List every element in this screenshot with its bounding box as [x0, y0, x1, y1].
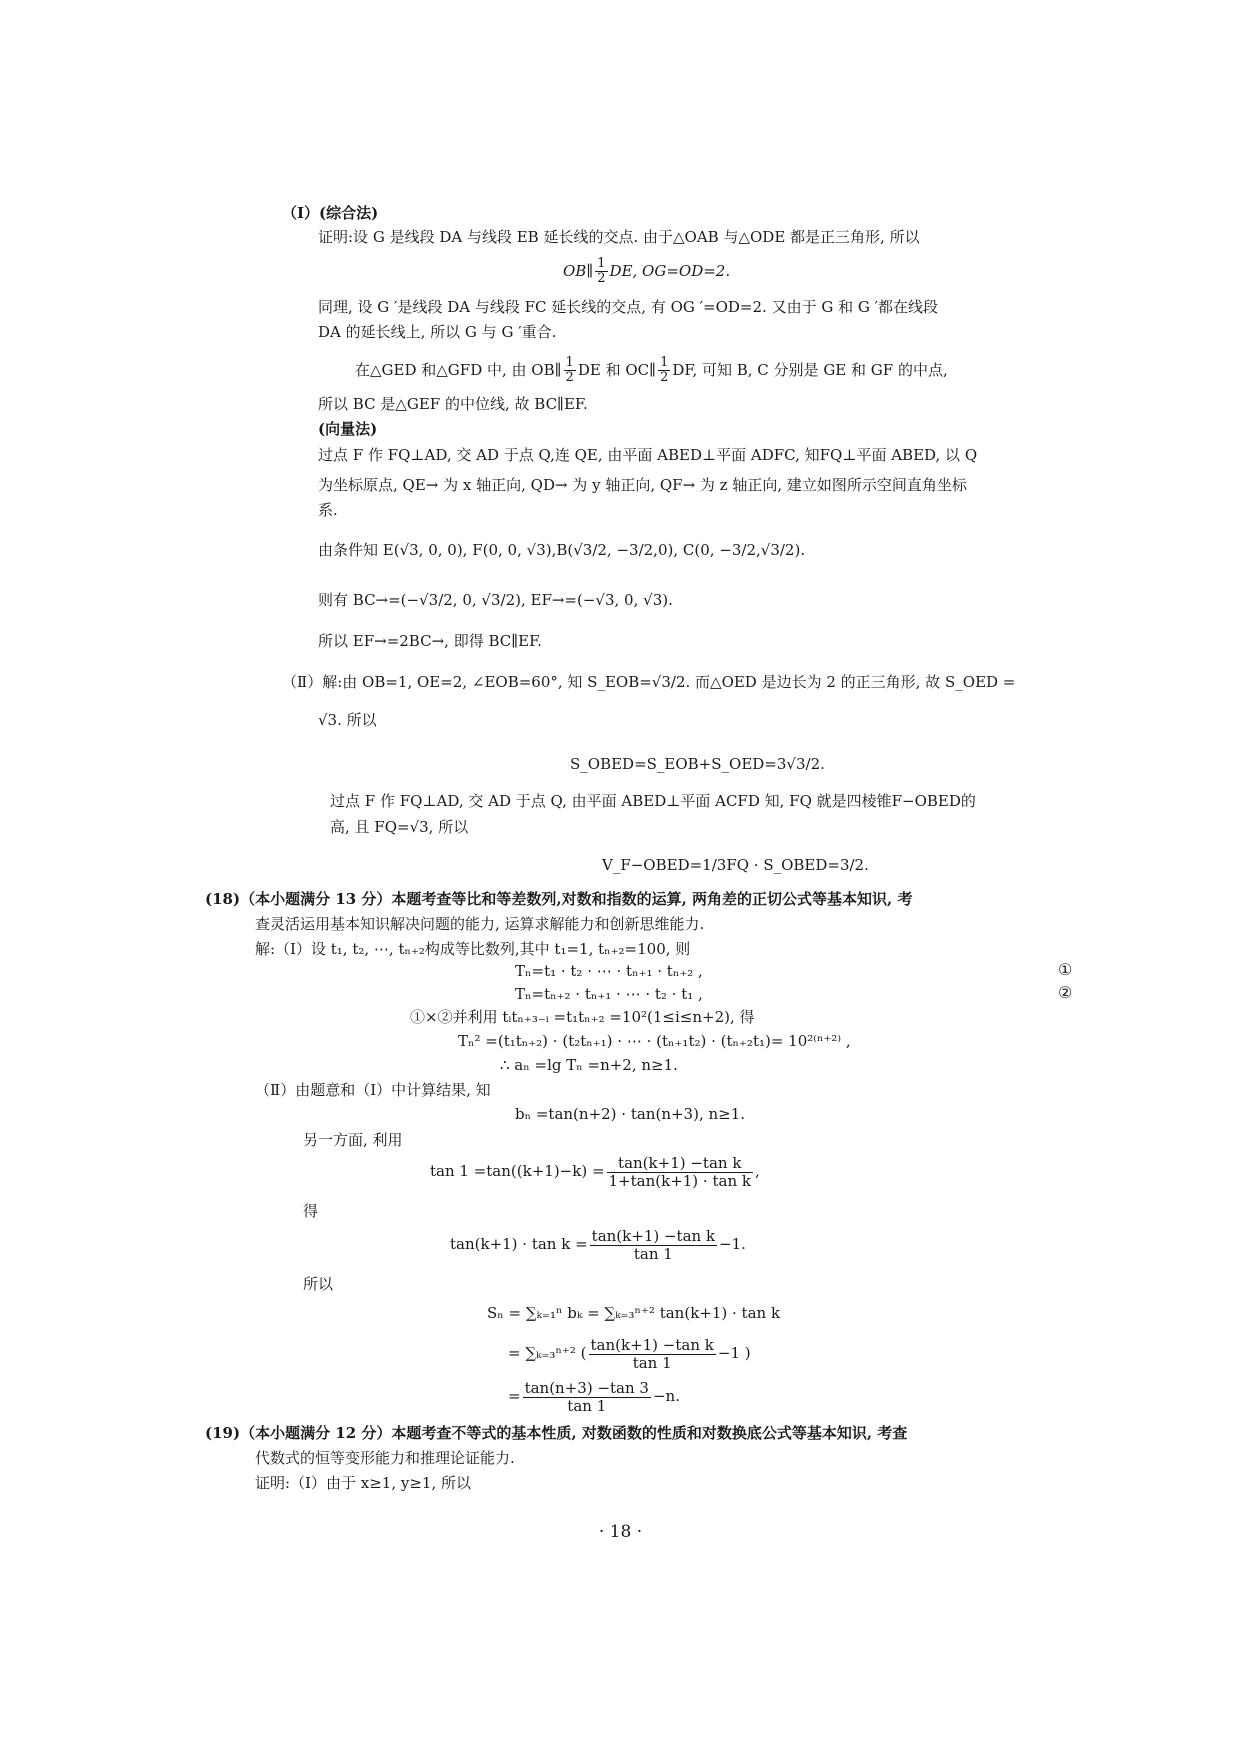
sum2-frac: [589, 1337, 716, 1371]
q18-suoyi: 所以: [303, 1275, 334, 1293]
q18-eq1: Tₙ=t₁ · t₂ · ⋯ · tₙ₊₁ · tₙ₊₂ ,: [515, 962, 703, 980]
circled-number-2: ②: [1058, 983, 1073, 1002]
vector-line5: 则有 BC→=(−√3/2, 0, √3/2), EF→=(−√3, 0, √3).: [318, 591, 673, 609]
part1-header: （Ⅰ）(综合法): [282, 204, 379, 222]
q18-sum-line2: [508, 1337, 751, 1371]
part1-line5: [355, 356, 948, 386]
vector-line4: 由条件知 E(√3, 0, 0), F(0, 0, √3),B(√3/2, −3/2,0), C(0, −3/2,√3/2).: [318, 541, 806, 559]
q18-eq2: Tₙ=tₙ₊₂ · tₙ₊₁ · ⋯ · t₂ · t₁ ,: [515, 985, 703, 1003]
tan-identity-num: tan(k+1) −tan k: [607, 1155, 753, 1173]
tan-identity-pre: tan 1 =tan((k+1)−k) =: [430, 1162, 605, 1180]
l5-frac2: [658, 356, 670, 386]
q18-line1: (18)（本小题满分 13 分）本题考查等比和等差数列,对数和指数的运算, 两角差的正切公式等基本知识, 考: [205, 890, 913, 908]
tan-product-pre: tan(k+1) · tan k =: [450, 1235, 588, 1253]
q18-de: 得: [303, 1202, 319, 1220]
l5-parallel2: ∥: [649, 360, 657, 379]
sum3-frac: [523, 1380, 651, 1414]
q18-line7: Tₙ² =(t₁tₙ₊₂) · (t₂tₙ₊₁) · ⋯ · (tₙ₊₁t₂) · (tₙ₊₂t₁)= 10²⁽ⁿ⁺²⁾ ,: [458, 1032, 851, 1050]
part1-line1: 证明:设 G 是线段 DA 与线段 EB 延长线的交点. 由于△OAB 与△ODE 都是正三角形, 所以: [318, 228, 920, 246]
q19-line3: 证明:（Ⅰ）由于 x≥1, y≥1, 所以: [255, 1474, 471, 1492]
sum2-den: tan 1: [632, 1353, 672, 1372]
q18-part2-bn: bₙ =tan(n+2) · tan(n+3), n≥1.: [515, 1105, 746, 1123]
sum3-den: tan 1: [567, 1396, 607, 1415]
q18-sum-line3: [508, 1380, 680, 1414]
part2-line1: （Ⅱ）解:由 OB=1, OE=2, ∠EOB=60°, 知 S_EOB=√3/2. 而△OED 是边长为 2 的正三角形, 故 S_OED =: [282, 673, 1016, 691]
q18-line2: 查灵活运用基本知识解决问题的能力, 运算求解能力和创新思维能力.: [255, 915, 705, 933]
tan-identity-den: 1+tan(k+1) · tan k: [608, 1171, 751, 1190]
vector-method-header: (向量法): [318, 420, 378, 438]
page-number: · 18 ·: [598, 1522, 643, 1542]
vector-line3: 系.: [318, 501, 338, 519]
l5-parallel1: ∥: [554, 360, 562, 379]
l5-frac1-num: 1: [565, 355, 574, 370]
sum2-num: tan(k+1) −tan k: [590, 1336, 714, 1354]
part2-line2: √3. 所以: [318, 711, 377, 729]
part1-line6: 所以 BC 是△GEF 的中位线, 故 BC∥EF.: [318, 395, 588, 413]
q18-part2-line1: （Ⅱ）由题意和（Ⅰ）中计算结果, 知: [255, 1081, 491, 1099]
vector-line1: 过点 F 作 FQ⊥AD, 交 AD 于点 Q,连 QE, 由平面 ABED⊥平面 ADFC, 知FQ⊥平面 ABED, 以 Q: [318, 446, 978, 464]
l5-post: DF, 可知 B, C 分别是 GE 和 GF 的中点,: [672, 360, 948, 379]
q19-line1: (19)（本小题满分 12 分）本题考查不等式的基本性质, 对数函数的性质和对数换底公式等基本知识, 考查: [205, 1424, 908, 1442]
q19-line2: 代数式的恒等变形能力和推理论证能力.: [255, 1449, 515, 1467]
part2-eq-volume: V_F−OBED=1/3FQ · S_OBED=3/2.: [602, 856, 869, 874]
l5-mid: DE 和 OC: [577, 360, 650, 379]
sum3-post: −n.: [652, 1387, 680, 1405]
sum3-pre: =: [508, 1387, 521, 1405]
part2-line5: 高, 且 FQ=√3, 所以: [330, 818, 469, 836]
q18-tan-identity: [430, 1155, 760, 1189]
part1-line4: DA 的延长线上, 所以 G 与 G ′重合.: [318, 323, 557, 341]
vector-line2: 为坐标原点, QE→ 为 x 轴正向, QD→ 为 y 轴正向, QF→ 为 z 轴正向, 建立如图所示空间直角坐标: [318, 476, 967, 494]
l5-frac2-den: 2: [660, 370, 669, 386]
l5-frac2-num: 1: [660, 355, 669, 370]
q18-line8: ∴ aₙ =lg Tₙ =n+2, n≥1.: [500, 1056, 678, 1074]
q18-sum-line1: Sₙ = ∑ₖ₌₁ⁿ bₖ = ∑ₖ₌₃ⁿ⁺² tan(k+1) · tan k: [487, 1304, 781, 1322]
circled-number-1: ①: [1058, 960, 1073, 979]
q18-part2-line3: 另一方面, 利用: [303, 1131, 403, 1149]
eq1-pre: OB: [563, 261, 587, 280]
vector-line6: 所以 EF→=2BC→, 即得 BC∥EF.: [318, 632, 542, 650]
l5-frac1: [564, 356, 576, 386]
l5-frac1-den: 2: [565, 370, 574, 386]
eq1-post: DE, OG=OD=2.: [609, 261, 731, 280]
q18-line6: ①×②并利用 tᵢtₙ₊₃₋ᵢ =t₁tₙ₊₂ =10²(1≤i≤n+2), 得: [410, 1008, 755, 1026]
part2-eq-area: S_OBED=S_EOB+S_OED=3√3/2.: [570, 755, 825, 773]
tan-identity-post: ,: [754, 1162, 760, 1180]
part1-line3: 同理, 设 G ′是线段 DA 与线段 FC 延长线的交点, 有 OG ′=OD=2. 又由于 G 和 G ′都在线段: [318, 298, 939, 316]
q18-line3: 解:（Ⅰ）设 t₁, t₂, ⋯, tₙ₊₂构成等比数列,其中 t₁=1, tₙ₊₂=100, 则: [255, 940, 691, 958]
tan-identity-frac: [607, 1155, 753, 1189]
tan-product-num: tan(k+1) −tan k: [591, 1227, 716, 1245]
tan-product-frac: [590, 1228, 717, 1262]
part1-eq1: [563, 257, 730, 287]
tan-product-den: tan 1: [633, 1244, 673, 1263]
part2-line4: 过点 F 作 FQ⊥AD, 交 AD 于点 Q, 由平面 ABED⊥平面 ACFD 知, FQ 就是四棱锥F−OBED的: [330, 792, 976, 810]
q18-tan-product: [450, 1228, 746, 1262]
eq1-frac-num: 1: [597, 256, 606, 271]
sum2-post: −1 ): [717, 1344, 751, 1362]
tan-product-post: −1.: [719, 1235, 746, 1253]
eq1-frac-den: 2: [597, 271, 606, 287]
eq1-parallel: ∥: [586, 261, 594, 280]
sum2-pre: = ∑ₖ₌₃ⁿ⁺² (: [508, 1344, 587, 1362]
sum3-num: tan(n+3) −tan 3: [524, 1379, 649, 1397]
l5-pre: 在△GED 和△GFD 中, 由 OB: [355, 360, 555, 379]
eq1-frac: [595, 257, 607, 287]
